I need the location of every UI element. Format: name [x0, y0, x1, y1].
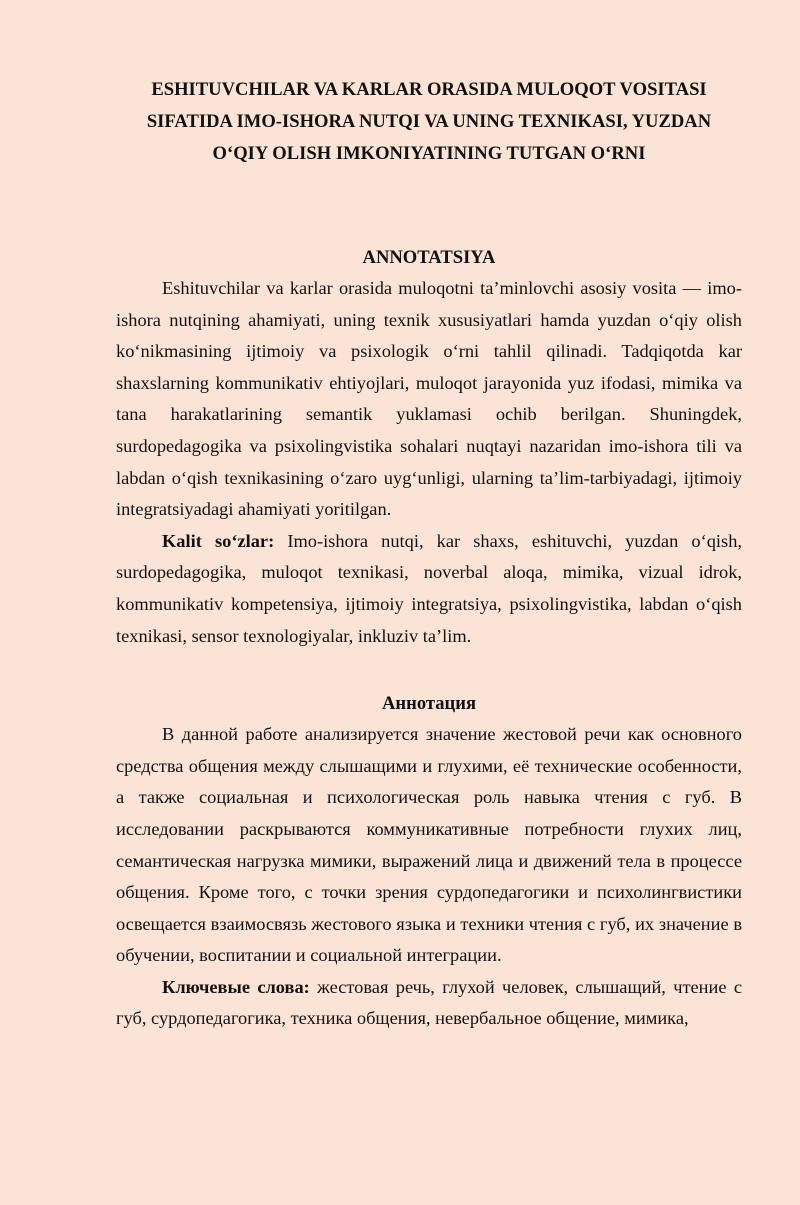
keywords-ru-list: жестовая речь, глухой человек, слышащий, чтение с губ, сурдопедагогика, техника общения, невербальное общение, мимика,	[116, 976, 743, 1029]
document-page	[0, 74, 800, 1205]
keywords-ru-label: Ключевые слова:	[162, 976, 310, 997]
annotation-ru-text: В данной работе анализируется значение жестовой речи как основного средства общения между слышащими и глухими, её технические особенности, а также социальная и психологическая роль навыка чтения с губ. В исследовании раскрываются коммуникативные потребности глухих лиц, семантическая нагрузка мимики, выражений лица и движений тела в процессе общения. Кроме того, с точки зрения сурдопедагогики и психолингвистики освещается взаимосвязь жестового языка и техники чтения с губ, их значение в обучении, воспитании и социальной интеграции.	[116, 724, 742, 966]
keywords-uz-label: Kalit so‘zlar:	[162, 530, 275, 551]
annotation-ru-heading: Аннотация	[381, 693, 477, 715]
annotation-uz-text: Eshituvchilar va karlar orasida muloqotni ta’minlovchi asosiy vosita — imo-ishora nutqining ahamiyati, uning texnik xususiyatlari hamda yuzdan o‘qiy olish ko‘nikmasining ijtimoiy va psixologik o‘rni tahlil qilinadi. Tadqiqotda kar shaxslarning kommunikativ ehtiyojlari, muloqot jarayonida yuz ifodasi, mimika va tana harakatlarining semantik yuklamasi ochib berilgan. Shuningdek, surdopedagogika va psixolingvistika sohalari nuqtayi nazaridan imo-ishora tili va labdan o‘qish texnikasining o‘zaro uyg‘unligi, ularning ta’lim-tarbiyadagi, ijtimoiy integratsiyadagi ahamiyati yoritilgan.	[116, 278, 742, 520]
document-title	[116, 74, 742, 170]
keywords-uz	[116, 526, 742, 652]
title-line-3: O‘QIY OLISH IMKONIYATINING TUTGAN O‘RNI	[212, 143, 646, 164]
keywords-ru	[116, 972, 742, 1035]
title-line-1: ESHITUVCHILAR VA KARLAR ORASIDA MULOQOT VOSITASI	[151, 79, 707, 100]
annotation-uz-heading: ANNOTATSIYA	[362, 247, 496, 268]
keywords-uz-list: Imo-ishora nutqi, kar shaxs, eshituvchi, yuzdan o‘qish, surdopedagogika, muloqot texnikasi, noverbal aloqa, mimika, vizual idrok, kommunikativ kompetensiya, ijtimoiy integratsiya, psixolingvistika, labdan o‘qish texnikasi, sensor texnologiyalar, inkluziv ta’lim.	[116, 530, 742, 646]
title-line-2: SIFATIDA IMO-ISHORA NUTQI VA UNING TEXNIKASI, YUZDAN	[146, 111, 712, 132]
